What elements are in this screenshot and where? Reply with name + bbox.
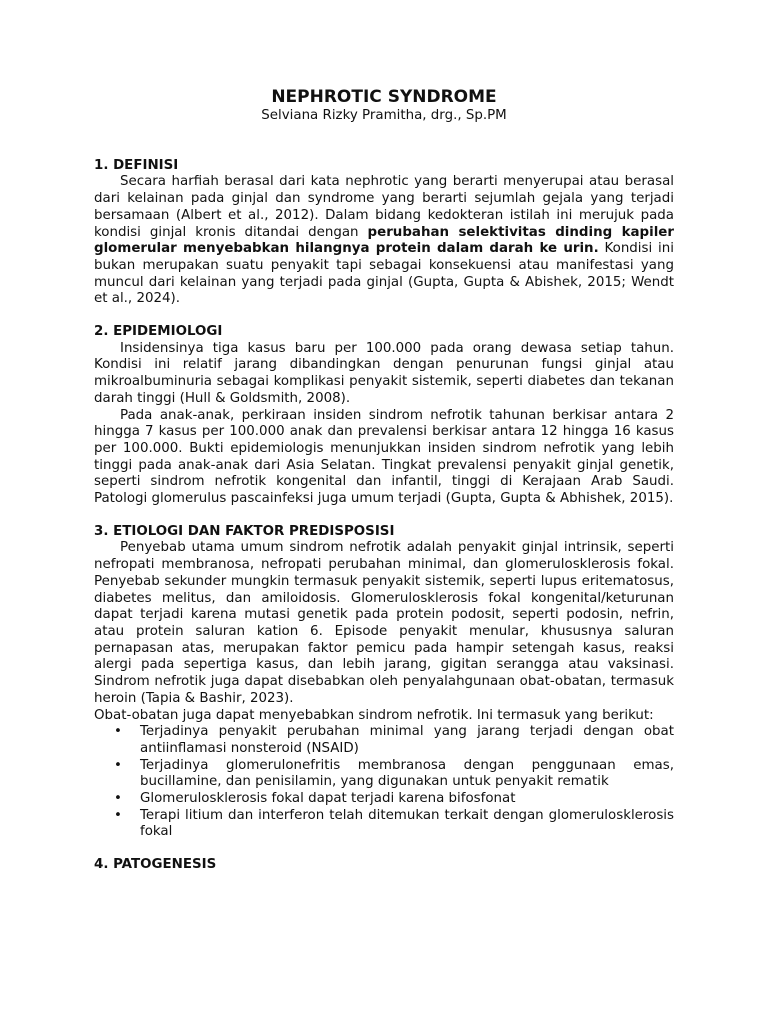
list-item	[94, 758, 674, 791]
list-item	[94, 791, 674, 808]
paragraph: Penyebab utama umum sindrom nefrotik adalah penyakit ginjal intrinsik, seperti nefropati membranosa, nefropati perubahan minimal, dan glomerulosklerosis fokal. Penyebab sekunder mungkin termasuk penyakit sistemik, seperti lupus eritematosus, diabetes melitus, dan amiloidosis. Glomerulosklerosis fokal kongenital/keturunan dapat terjadi karena mutasi genetik pada protein podosit, seperti podosin, nefrin, atau protein saluran kation 6. Episode penyakit menular, khususnya saluran pernapasan atas, merupakan faktor pemicu pada hampir setengah kasus, reaksi alergi pada sepertiga kasus, dan lebih jarang, gigitan serangga atau vaksinasi. Sindrom nefrotik juga dapat disebabkan oleh penyalahgunaan obat-obatan, termasuk heroin (Tapia & Bashir, 2023).	[94, 540, 674, 706]
paragraph-text: Kondisi ini bukan merupakan suatu penyakit tapi sebagai konsekuensi atau manifestasi yang muncul dari kelainan yang terjadi pada ginjal (Gupta, Gupta & Abishek, 2015; Wendt et al., 2024).	[94, 241, 674, 307]
bold-text: perubahan selektivitas dinding kapiler glomerular menyebabkan hilangnya protein dalam darah ke urin.	[94, 224, 674, 257]
paragraph-text: Secara harfiah berasal dari kata nephrotic yang berarti menyerupai atau berasal dari kelainan pada ginjal dan syndrome yang berarti sejumlah gejala yang terjadi bersamaan (Albert et al., 2012). Dalam bidang kedokteran istilah ini merujuk pada kondisi ginjal kronis ditandai dengan	[94, 174, 674, 240]
section-definisi	[94, 158, 674, 308]
list-item	[94, 808, 674, 841]
section-patogenesis	[94, 857, 674, 874]
bullet-icon: •	[114, 807, 122, 823]
bullet-icon: •	[114, 724, 122, 740]
document-content	[94, 86, 674, 890]
document-author: Selviana Rizky Pramitha, drg., Sp.PM	[261, 108, 507, 123]
section-heading: 2. EPIDEMIOLOGI	[94, 324, 223, 340]
document-title: NEPHROTIC SYNDROME	[271, 87, 497, 107]
bullet-list	[94, 724, 674, 841]
section-etiologi	[94, 524, 674, 841]
bullet-icon: •	[114, 757, 122, 773]
list-item-text: Glomerulosklerosis fokal dapat terjadi karena bifosfonat	[140, 791, 516, 807]
section-epidemiologi	[94, 324, 674, 508]
list-item-text: Terjadinya glomerulonefritis membranosa dengan penggunaan emas, bucillamine, dan penisilamin, yang digunakan untuk penyakit rematik	[140, 757, 674, 790]
list-item-text: Terapi litium dan interferon telah ditemukan terkait dengan glomerulosklerosis fokal	[140, 807, 674, 840]
paragraph: Obat-obatan juga dapat menyebabkan sindrom nefrotik. Ini termasuk yang berikut:	[94, 707, 654, 723]
section-heading: 3. ETIOLOGI DAN FAKTOR PREDISPOSISI	[94, 523, 395, 539]
section-heading: 4. PATOGENESIS	[94, 857, 217, 873]
paragraph	[94, 174, 674, 308]
list-item-text: Terjadinya penyakit perubahan minimal yang jarang terjadi dengan obat antiinflamasi nonsteroid (NSAID)	[140, 724, 674, 756]
section-heading: 1. DEFINISI	[94, 157, 179, 173]
paragraph: Insidensinya tiga kasus baru per 100.000 pada orang dewasa setiap tahun. Kondisi ini relatif jarang dibandingkan dengan penurunan fungsi ginjal atau mikroalbuminuria sebagai komplikasi penyakit sistemik, seperti diabetes dan tekanan darah tinggi (Hull & Goldsmith, 2008).	[94, 340, 674, 406]
list-item	[94, 724, 674, 757]
bullet-icon: •	[114, 791, 122, 807]
paragraph: Pada anak-anak, perkiraan insiden sindrom nefrotik tahunan berkisar antara 2 hingga 7 kasus per 100.000 anak dan prevalensi berkisar antara 12 hingga 16 kasus per 100.000. Bukti epidemiologis menunjukkan insiden sindrom nefrotik yang lebih tinggi pada anak-anak dari Asia Selatan. Tingkat prevalensi penyakit ginjal genetik, seperti sindrom nefrotik kongenital dan infantil, tinggi di Kerajaan Arab Saudi. Patologi glomerulus pascainfeksi juga umum terjadi (Gupta, Gupta & Abhishek, 2015).	[94, 407, 674, 507]
